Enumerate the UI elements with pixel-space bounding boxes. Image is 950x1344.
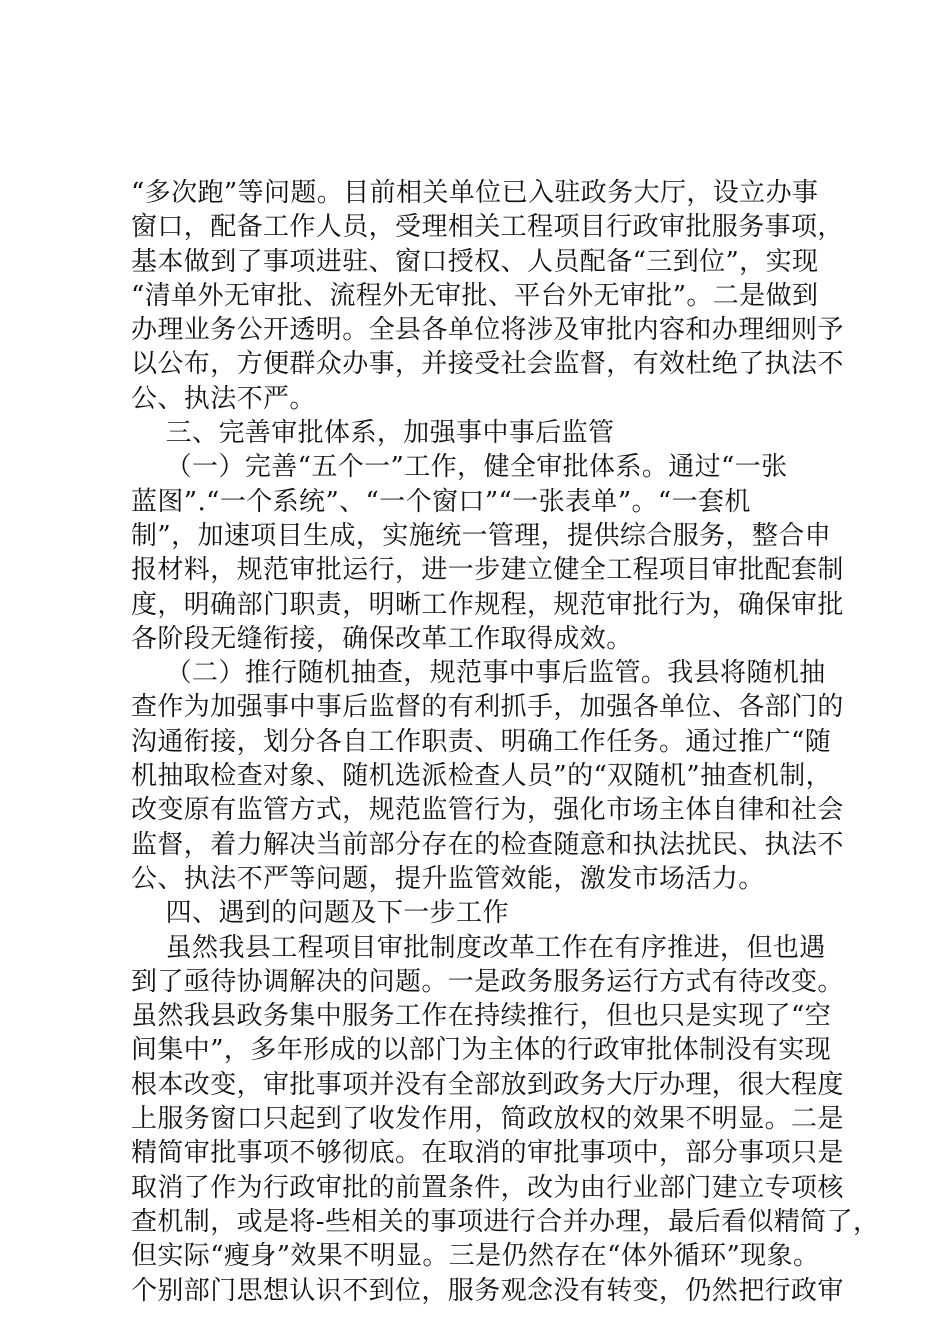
text-line: 间集中”，多年形成的以部门为主体的行政审批体制没有实现 (131, 1035, 832, 1066)
text-line: “多次跑”等问题。目前相关单位已入驻政务大厅，设立办事 (131, 178, 819, 208)
text-line: 查机制，或是将-些相关的事项进行合并办理，最后看似精简了， (131, 1206, 880, 1237)
text-line: 各阶段无缝衔接，确保改革工作取得成效。 (131, 623, 633, 654)
text-line: （二）推行随机抽查，规范事中事后监管。我县将随机抽 (131, 658, 826, 689)
text-line: 公、执法不严。 (131, 383, 316, 414)
text-line: 报材料，规范审批运行，进一步建立健全工程项目审批配套制 (131, 555, 844, 586)
text-line: 度，明确部门职责，明晰工作规程，规范审批行为，确保审批 (131, 589, 844, 620)
text-line: 蓝图”.“一个系统”、“一个窗口”“一张表单”。“一套机 (131, 486, 751, 517)
text-line: 到了亟待协调解决的问题。一是政务服务运行方式有待改变。 (131, 966, 844, 997)
text-line: 四、遇到的问题及下一步工作 (131, 898, 509, 929)
text-line: 窗口，配备工作人员，受理相关工程项目行政审批服务事项， (131, 212, 844, 243)
text-line: 制”，加速项目生成，实施统一管理，提供综合服务，整合申 (131, 520, 832, 551)
text-line: 上服务窗口只起到了收发作用，简政放权的效果不明显。二是 (131, 1104, 844, 1135)
text-line: “清单外无审批、流程外无审批、平台外无审批”。二是做到 (131, 280, 819, 311)
body-text (131, 176, 880, 1308)
text-line: （一）完善“五个一”工作，健全审批体系。通过“一张 (131, 452, 788, 483)
text-line: 沟通衔接，划分各自工作职责、明确工作任务。通过推广“随 (131, 726, 832, 757)
text-line: 查作为加强事中事后监督的有利抓手，加强各单位、各部门的 (131, 692, 844, 723)
text-line: 改变原有监管方式，规范监管行为，强化市场主体自律和社会 (131, 795, 844, 826)
text-line: 公、执法不严等问题，提升监管效能，激发市场活力。 (131, 863, 765, 894)
text-line: 取消了作为行政审批的前置条件，改为由行业部门建立专项核 (131, 1172, 844, 1203)
text-line: 三、完善审批体系，加强事中事后监管 (131, 418, 615, 449)
text-line: 精简审批事项不够彻底。在取消的审批事项中，部分事项只是 (131, 1138, 844, 1169)
text-line: 以公布，方便群众办事，并接受社会监督，有效杜绝了执法不 (131, 349, 844, 380)
text-line: 但实际“瘦身”效果不明显。三是仍然存在“体外循环”现象。 (131, 1241, 820, 1272)
text-line: 办理业务公开透明。全县各单位将涉及审批内容和办理细则予 (131, 315, 844, 346)
text-line: 监督，着力解决当前部分存在的检查随意和执法扰民、执法不 (131, 829, 844, 860)
text-line: 机抽取检查对象、随机选派检查人员”的“双随机”抽查机制， (131, 761, 833, 792)
text-line: 基本做到了事项进驻、窗口授权、人员配备“三到位”，实现 (131, 246, 819, 277)
text-line: 虽然我县工程项目审批制度改革工作在有序推进，但也遇 (131, 932, 826, 963)
text-line: 虽然我县政务集中服务工作在持续推行，但也只是实现了“空 (131, 1001, 832, 1032)
text-line: 根本改变，审批事项并没有全部放到政务大厅办理，很大程度 (131, 1069, 844, 1100)
text-line: 个别部门思想认识不到位，服务观念没有转变，仍然把行政审 (131, 1275, 844, 1306)
